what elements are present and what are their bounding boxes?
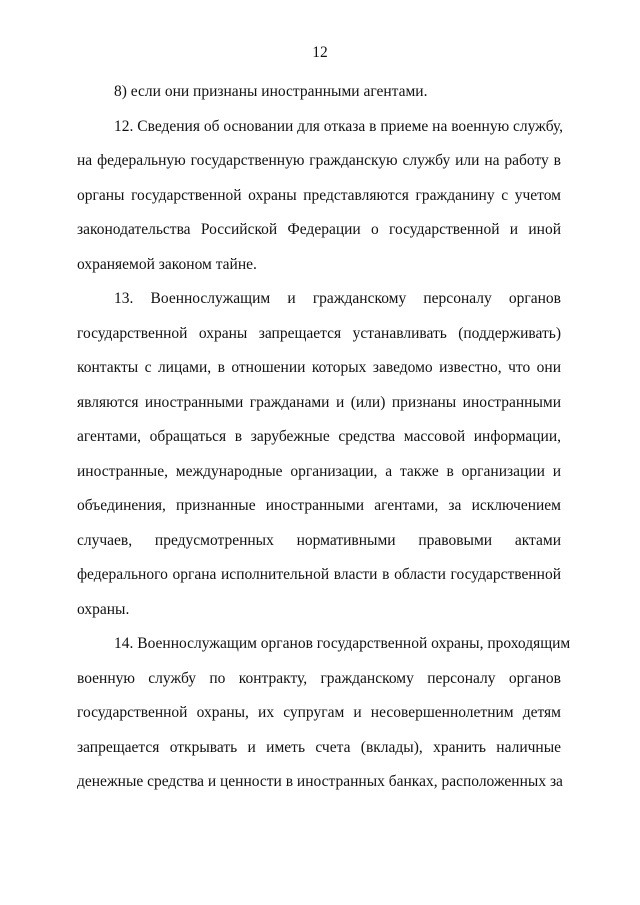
text-line: военную службу по контракту, гражданскому персоналу органов [77, 669, 561, 687]
text-line: 13. Военнослужащим и гражданскому персоналу органов [114, 290, 561, 307]
text-line: иностранные, международные организации, а также в организации и [77, 462, 561, 480]
text-line: охраняемой законом тайне. [77, 255, 257, 273]
text-line: являются иностранными гражданами и (или) признаны иностранными [77, 393, 561, 411]
text-line: контакты с лицами, в отношении которых заведомо известно, что они [77, 359, 561, 376]
text-line: 8) если они признаны иностранными агентами. [114, 83, 428, 100]
text-line: на федеральную государственную гражданскую службу или на работу в [77, 152, 561, 169]
text-line: законодательства Российской Федерации о государственной и иной [77, 221, 561, 238]
text-line: федерального органа исполнительной власти в области государственной [77, 566, 561, 583]
text-line: охраны. [77, 600, 130, 618]
page-number: 12 [312, 44, 328, 61]
document-body [77, 81, 571, 806]
text-line: 12. Сведения об основании для отказа в приеме на военную службу, [114, 117, 564, 135]
text-line: агентами, обращаться в зарубежные средства массовой информации, [77, 428, 561, 445]
text-line: органы государственной охраны представляются гражданину с учетом [77, 186, 561, 204]
text-line: государственной охраны, их супругам и несовершеннолетним детям [77, 704, 561, 721]
text-line: случаев, предусмотренных нормативными правовыми актами [77, 531, 561, 549]
text-line: денежные средства и ценности в иностранных банках, расположенных за [77, 773, 563, 790]
text-line: государственной охраны запрещается устанавливать (поддерживать) [77, 324, 561, 342]
text-line: запрещается открывать и иметь счета (вклады), хранить наличные [77, 738, 561, 756]
text-line: объединения, признанные иностранными агентами, за исключением [77, 497, 561, 514]
text-line: 14. Военнослужащим органов государственной охраны, проходящим [114, 635, 571, 652]
